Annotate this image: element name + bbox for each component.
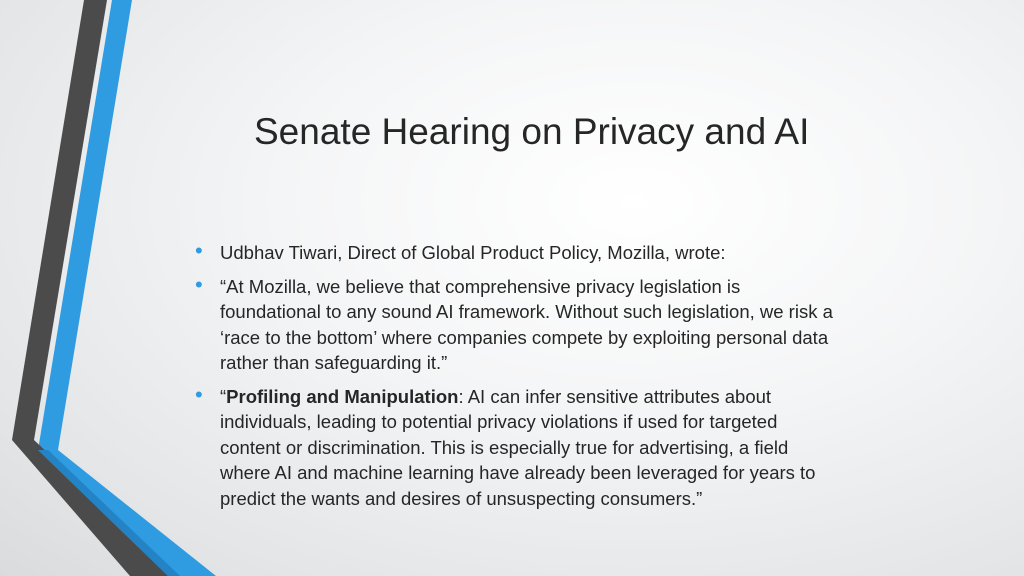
bullet-text: Udbhav Tiwari, Direct of Global Product Policy, Mozilla, wrote: (220, 242, 726, 263)
slide-title: Senate Hearing on Privacy and AI (254, 111, 810, 152)
bullet-dot-icon: • (195, 238, 203, 263)
bullet-open-quote: “ (220, 385, 227, 407)
bullet-list (195, 240, 835, 519)
bullet-dot-icon: • (195, 381, 203, 407)
bullet-item-author (195, 240, 835, 266)
bullet-dot-icon: • (195, 271, 203, 297)
bullet-item-profiling (195, 381, 835, 512)
blue-sweep-shade (38, 450, 180, 576)
bullet-item-quote (195, 271, 835, 376)
bullet-bold-lead: Profiling and Manipulation (226, 385, 459, 407)
bullet-text: : AI can infer sensitive attributes about individuals, leading to potential privacy violations if used for targeted content or discrimination. This is especially true for advertising, a field where AI and machine learning have already been leveraged for years to predict the wants and desires of unsuspecting consumers.” (220, 385, 816, 509)
bullet-text: “At Mozilla, we believe that comprehensive privacy legislation is foundational to any sound AI framework. Without such legislation, we risk a ‘race to the bottom’ where companies compete by exploiting personal data rather than safeguarding it.” (220, 275, 833, 373)
